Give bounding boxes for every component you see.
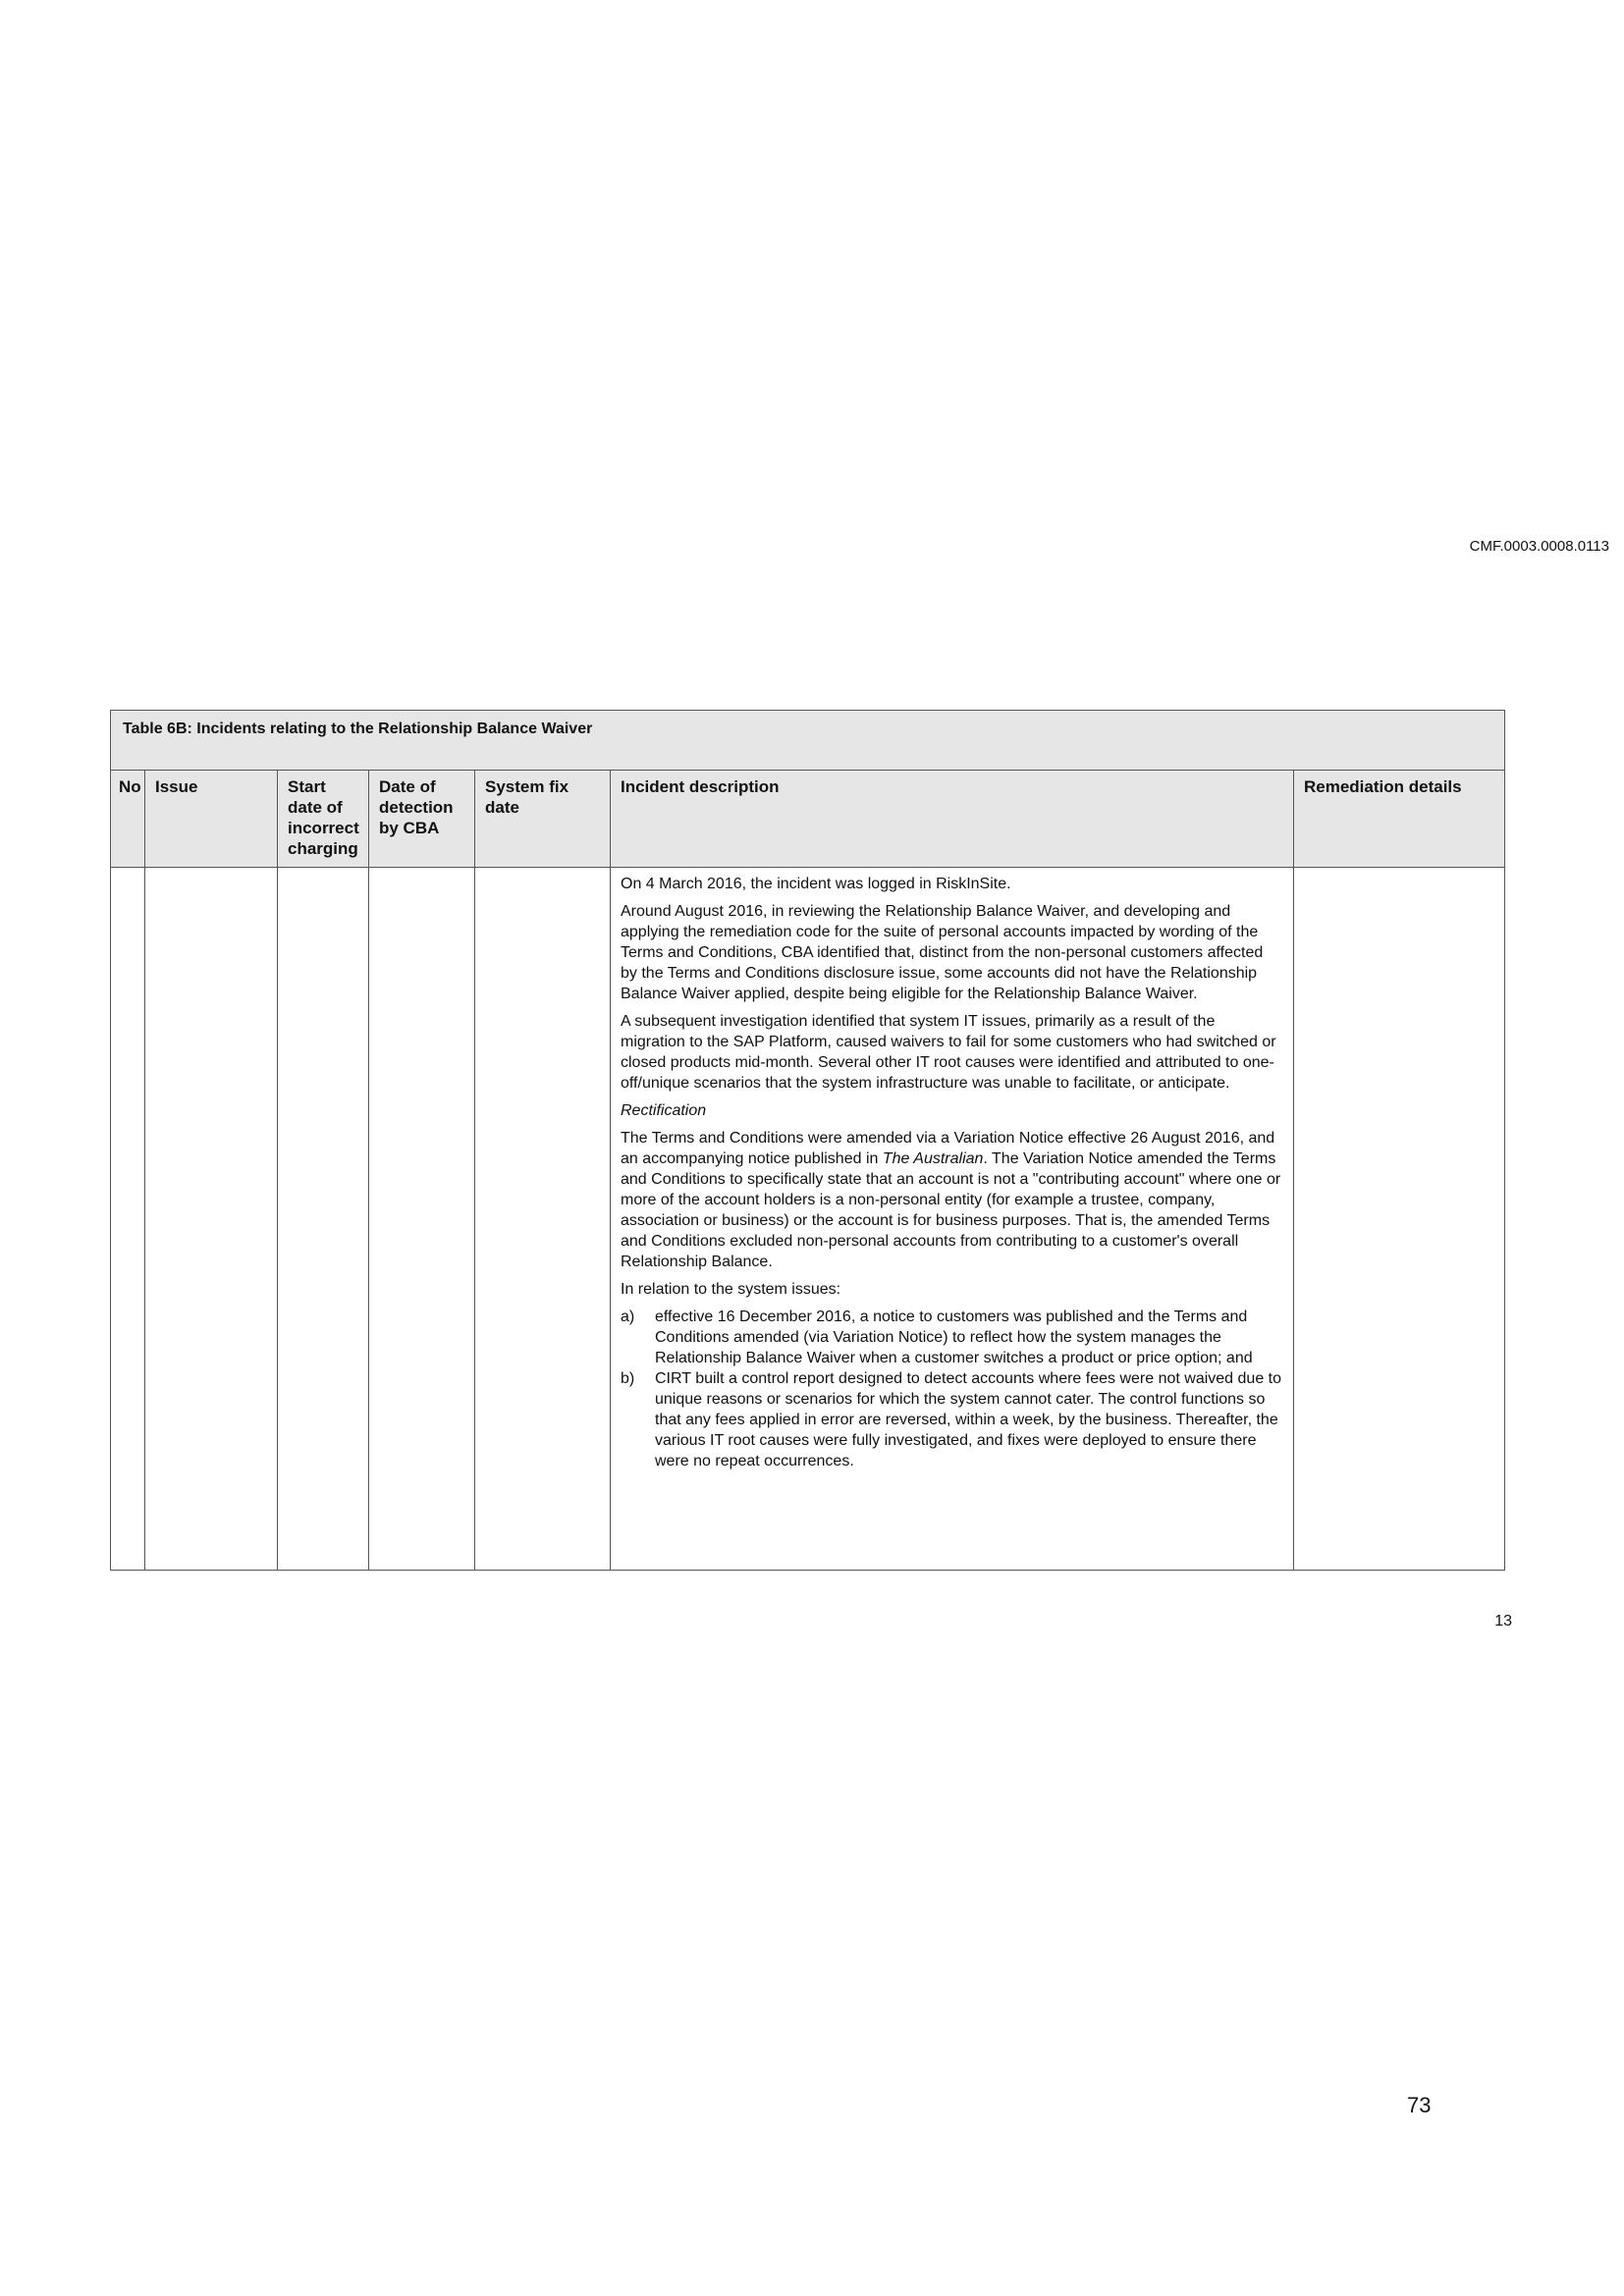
table-header-row xyxy=(111,771,1505,868)
outer-page-number: 73 xyxy=(1407,2093,1432,2117)
header-no: No xyxy=(111,771,145,868)
cell-no xyxy=(111,868,145,1571)
table-title: Table 6B: Incidents relating to the Relationship Balance Waiver xyxy=(111,711,1505,771)
description-paragraph: The Terms and Conditions were amended via a Variation Notice effective 26 August 2016, and an accompanying notice published in The Australian. The Variation Notice amended the Terms and Conditions to specifically state that an account is not a "contributing account" where one or more of the account holders is a non-personal entity (for example a trustee, company, association or business) or the account is for business purposes. That is, the amended Terms and Conditions excluded non-personal accounts from contributing to a customer's overall Relationship Balance. xyxy=(621,1130,1281,1270)
inner-page-number: 13 xyxy=(1494,1613,1512,1629)
cell-issue xyxy=(145,868,278,1571)
header-incident-description: Incident description xyxy=(611,771,1294,868)
description-paragraph: In relation to the system issues: xyxy=(621,1281,841,1298)
list-item: a) effective 16 December 2016, a notice to customers was published and the Terms and Conditions amended (via Variation Notice) to reflect how the system manages the Relationship Balance Waiver when a customer switches a product or price option; and xyxy=(621,1308,1253,1366)
description-paragraph: A subsequent investigation identified that system IT issues, primarily as a result of the migration to the SAP Platform, caused waivers to fail for some customers who had switched or closed products mid-month. Several other IT root causes were identified and attributed to one-off/unique scenarios that the system infrastructure was unable to facilitate, or anticipate. xyxy=(621,1013,1276,1092)
publication-name: The Australian xyxy=(882,1150,984,1167)
header-detection-date: Date of detection by CBA xyxy=(369,771,475,868)
header-remediation: Remediation details xyxy=(1294,771,1505,868)
header-issue: Issue xyxy=(145,771,278,868)
document-id: CMF.0003.0008.0113 xyxy=(1469,538,1609,555)
incidents-table xyxy=(110,710,1505,1571)
rectification-heading: Rectification xyxy=(621,1102,707,1119)
list-item: b) CIRT built a control report designed to detect accounts where fees were not waived due to unique reasons or scenarios for which the system cannot cater. The control functions so that any fees applied in error are reversed, within a week, by the business. Thereafter, the various IT root causes were fully investigated, and fixes were deployed to ensure there were no repeat occurrences. xyxy=(621,1370,1281,1469)
cell-system-fix xyxy=(475,868,611,1571)
cell-detection-date xyxy=(369,868,475,1571)
header-start-date: Start date of incorrect charging xyxy=(278,771,369,868)
cell-remediation xyxy=(1294,868,1505,1571)
header-system-fix: System fix date xyxy=(475,771,611,868)
cell-start-date xyxy=(278,868,369,1571)
description-paragraph: Around August 2016, in reviewing the Relationship Balance Waiver, and developing and applying the remediation code for the suite of personal accounts impacted by wording of the Terms and Conditions, CBA identified that, distinct from the non-personal customers affected by the Terms and Conditions disclosure issue, some accounts did not have the Relationship Balance Waiver applied, despite being eligible for the Relationship Balance Waiver. xyxy=(621,903,1264,1002)
description-paragraph: On 4 March 2016, the incident was logged in RiskInSite. xyxy=(621,876,1011,892)
system-issues-list xyxy=(621,1307,1283,1471)
table-row xyxy=(111,868,1505,1571)
cell-incident-description xyxy=(611,868,1294,1571)
